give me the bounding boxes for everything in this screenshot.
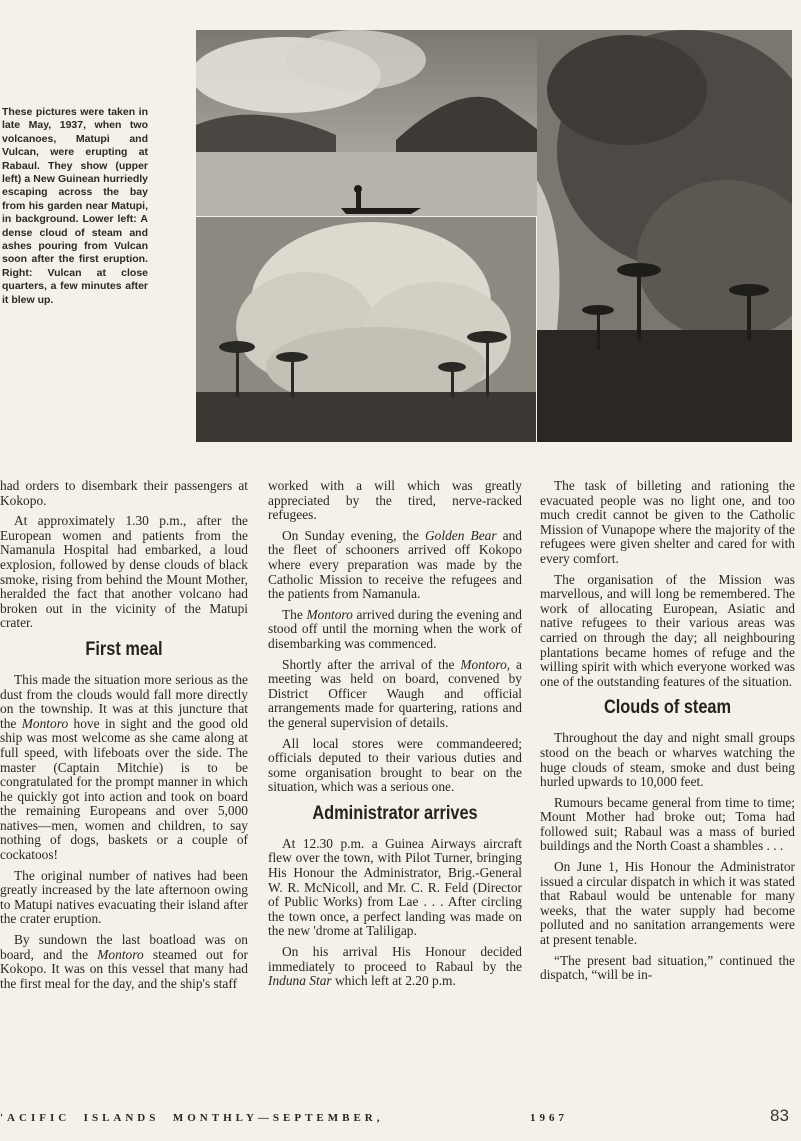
text-column-2	[268, 479, 522, 995]
text-column-3	[540, 479, 795, 989]
page-footer	[0, 1106, 801, 1136]
photo-vulcan-close-quarters	[537, 30, 792, 442]
photo-canoe-escape	[196, 30, 538, 216]
paragraph: “The present bad situation,” continued the dispatch, “will be in-	[540, 952, 795, 983]
photo-vulcan-steam-cloud	[196, 217, 536, 442]
paragraph: The task of billeting and rationing the evacuated people was no light one, and too much credit cannot be given to the Catholic Mission of Vunapope where the majority of the refugees were given shelter and cared for with every comfort.	[540, 478, 795, 566]
paragraph: The Montoro arrived during the evening and stood off until the morning when the work of disembarking was commenced.	[268, 606, 522, 651]
paragraph: worked with a will which was greatly appreciated by the tired, nerve-racked refugees.	[268, 478, 522, 523]
paragraph: The original number of natives had been greatly increased by the late afternoon owing to Matupi natives evacuating their island after the crater eruption.	[0, 867, 248, 927]
photo-caption: These pictures were taken in late May, 1937, when two volcanoes, Matupi and Vulcan, were erupting at Rabaul. They show (upper left) a New Guinean hurriedly escaping across the bay from his garden near Matupi, in background. Lower left: A dense cloud of steam and ashes pouring from Vulcan soon after the first eruption. Right: Vulcan at close quarters, a few minutes after it blew up.	[2, 106, 148, 306]
paragraph: Shortly after the arrival of the Montoro, a meeting was held on board, convened by District Officer Waugh and official arrangements made for quartering, rations and the general supervision of details.	[268, 656, 523, 730]
section-heading-administrator-arrives: Administrator arrives	[312, 802, 478, 824]
paragraph: The organisation of the Mission was marvellous, and will long be remembered. The work of allocating European, Asiatic and native refugees to their various areas was carried on through the day; all neighbouring plantations became homes of refuge and the willing spirit with which everyone worked was one of the outstanding features of the situation.	[540, 571, 795, 689]
section-heading-clouds-of-steam: Clouds of steam	[603, 697, 732, 719]
text-column-1	[0, 479, 248, 997]
paragraph: Throughout the day and night small groups stood on the beach or wharves watching the huge clouds of steam, smoke and dust being hurled upwards to 10,000 feet.	[540, 730, 795, 790]
paragraph: All local stores were commandeered; officials deputed to their various duties and some organisation brought to bear on the situation, which was a serious one.	[268, 735, 522, 795]
issue-year: 1967	[530, 1112, 568, 1124]
paragraph: had orders to disembark their passengers at Kokopo.	[0, 478, 248, 508]
masthead: 'ACIFIC ISLANDS MONTHLY—SEPTEMBER,	[0, 1112, 384, 1124]
paragraph: On Sunday evening, the Golden Bear and the fleet of schooners arrived off Kokopo where every preparation was made by the Catholic Mission to receive the refugees and the patients from Namanula.	[268, 527, 522, 602]
paragraph: At approximately 1.30 p.m., after the European women and patients from the Namanula Hospital had embarked, a loud explosion, followed by dense clouds of black smoke, rising from behind the Mount Mother, heralded the fact that another volcano had broken out in the vicinity of the Matupi crater.	[0, 513, 248, 631]
paragraph: Rumours became general from time to time; Mount Mother had broke out; Toma had followed suit; Rabaul was a mass of buried buildings and the North Coast a shambles . . .	[540, 794, 795, 854]
section-heading-first-meal: First meal	[85, 638, 163, 660]
paragraph: At 12.30 p.m. a Guinea Airways aircraft flew over the town, with Pilot Turner, bringing His Honour the Administrator, Brig.-General W. R. McNicoll, and Mr. C. R. Feld (Director of Public Works) from Lae . . . After circling the town once, a perfect landing was made on the new 'drome at Taliligap.	[268, 835, 522, 939]
paragraph: This made the situation more serious as the dust from the clouds would fall more directly on the township. It was at this juncture that the Montoro hove in sight and the good old ship was most welcome as she came along at full speed, with lifeboats over the side. The master (Captain Mitchie) is to be congratulated for the prompt manner in which he quickly got into action and took on board the remaining Europeans and over 5,000 natives—men, women and children, to say nothing of dogs, baskets or a couple of cockatoos!	[0, 671, 248, 863]
page-number: 83	[770, 1106, 789, 1125]
paragraph: On June 1, His Honour the Administrator issued a circular dispatch in which it was stated that Rabaul would be untenable for many weeks, that the water supply had become polluted and no sanitation arrangements were at present tenable.	[540, 859, 795, 948]
paragraph: By sundown the last boatload was on board, and the Montoro steamed out for Kokopo. It was on this vessel that many had the first meal for the day, and the ship's staff	[0, 932, 248, 991]
paragraph: On his arrival His Honour decided immediately to proceed to Rabaul by the Induna Star which left at 2.20 p.m.	[268, 944, 522, 989]
